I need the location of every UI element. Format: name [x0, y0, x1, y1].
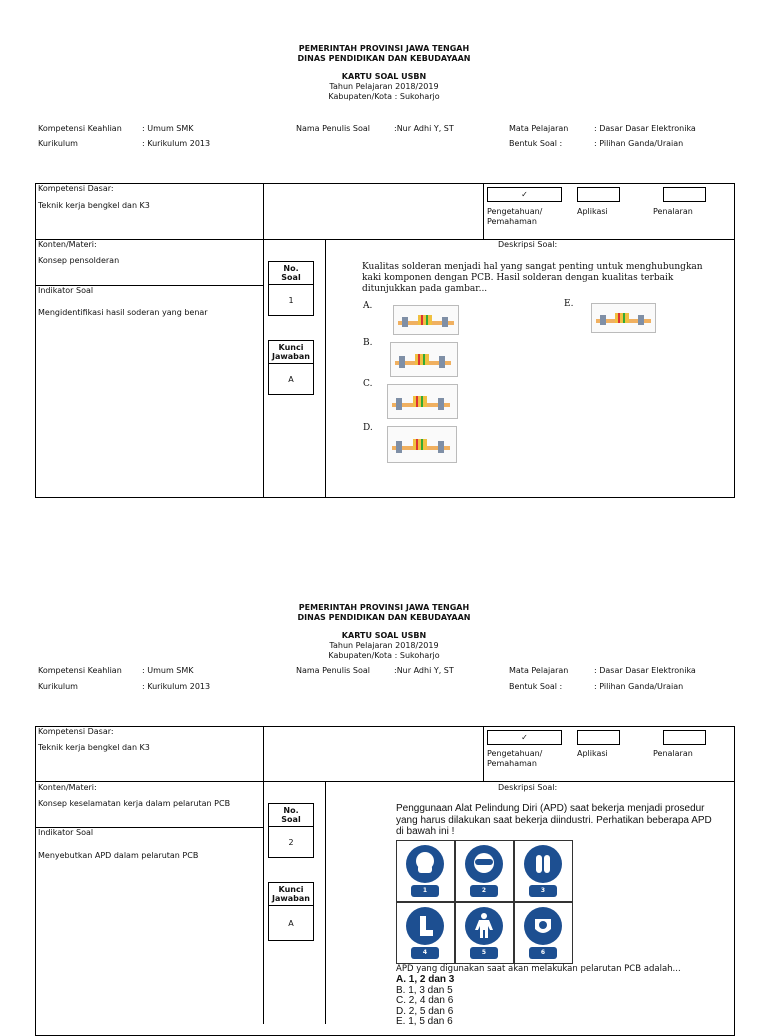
kd-text: Teknik kerja bengkel dan K3 [38, 743, 150, 752]
face-shield-icon [524, 907, 562, 945]
penulis-label: Nama Penulis Soal [296, 666, 370, 675]
question-text: Kualitas solderan menjadi hal yang sangat penting untuk menghubungkan kaki komponen dengan PCB. Hasil solderan dengan kualitas terbaik ditunjukkan pada gambar... [362, 262, 703, 294]
no-soal-value: 2 [268, 826, 314, 858]
deskripsi-label: Deskripsi Soal: [498, 240, 558, 249]
answer-b: B. 1, 3 dan 5 [396, 984, 453, 996]
penalaran-checkbox[interactable] [663, 730, 706, 745]
apd-number: 2 [470, 885, 498, 897]
header-block [0, 44, 768, 102]
coverall-icon [465, 907, 503, 945]
question-text-2: APD yang digunakan saat akan melakukan pelarutan PCB adalah... [396, 964, 681, 974]
header-line3: KARTU SOAL USBN [341, 72, 427, 81]
konten-text: Konsep pensolderan [38, 256, 120, 265]
penulis-label: Nama Penulis Soal [296, 124, 370, 133]
kd-text: Teknik kerja bengkel dan K3 [38, 201, 150, 210]
option-d-label: D. [363, 423, 373, 433]
col-divider [263, 726, 264, 1024]
aplikasi-label: Aplikasi [577, 749, 608, 758]
apd-item-1 [396, 840, 455, 902]
kurikulum-label: Kurikulum [38, 682, 78, 691]
kurikulum-value: : Kurikulum 2013 [142, 139, 211, 148]
solder-joint-icon [388, 427, 457, 463]
apd-item-6 [514, 902, 573, 964]
mapel-label: Mata Pelajaran [509, 124, 569, 133]
kunci-text: Kunci Jawaban [272, 343, 310, 361]
solder-joint-icon [391, 343, 458, 377]
solder-joint-icon [394, 306, 459, 335]
bentuk-value: : Pilihan Ganda/Uraian [594, 682, 684, 691]
konten-label: Konten/Materi: [38, 240, 97, 249]
pengetahuan-checkbox[interactable]: ✓ [487, 730, 562, 745]
solder-image-a [393, 305, 459, 335]
header-line4: Tahun Pelajaran 2018/2019 [329, 82, 439, 91]
option-b-label: B. [363, 338, 373, 348]
no-soal-text: No. Soal [281, 264, 301, 282]
apd-number: 6 [529, 947, 557, 959]
answer-d: D. 2, 5 dan 6 [396, 1005, 454, 1017]
pengetahuan-label: Pengetahuan/ Pemahaman [487, 749, 543, 768]
aplikasi-label: Aplikasi [577, 207, 608, 216]
apd-number: 4 [411, 947, 439, 959]
penulis-value: :Nur Adhi Y, ST [394, 124, 454, 133]
solder-joint-icon [388, 385, 458, 419]
col-divider [325, 239, 326, 498]
kk-label: Kompetensi Keahlian [38, 666, 122, 675]
apd-item-2 [455, 840, 514, 902]
deskripsi-label: Deskripsi Soal: [498, 783, 558, 792]
col-divider [263, 183, 264, 498]
apd-number: 5 [470, 947, 498, 959]
header-line5: Kabupaten/Kota : Sukoharjo [328, 651, 440, 660]
penalaran-label: Penalaran [653, 749, 693, 758]
solder-image-d [387, 426, 457, 463]
kunci-label [268, 340, 314, 364]
no-soal-label [268, 261, 314, 285]
mask-icon [406, 845, 444, 883]
mapel-label: Mata Pelajaran [509, 666, 569, 675]
penulis-value: :Nur Adhi Y, ST [394, 666, 454, 675]
question-text: Penggunaan Alat Pelindung Diri (APD) saat bekerja menjadi prosedur yang harus dilakukan saat bekerja diindustri. Perhatikan beberapa APD di bawah ini ! [396, 803, 712, 837]
answer-list [396, 975, 454, 1028]
kk-label: Kompetensi Keahlian [38, 124, 122, 133]
kk-value: : Umum SMK [142, 124, 194, 133]
answer-e: E. 1, 5 dan 6 [396, 1016, 453, 1027]
kd-label: Kompetensi Dasar: [38, 184, 114, 193]
header-line1: PEMERINTAH PROVINSI JAWA TENGAH [298, 603, 470, 612]
mapel-value: : Dasar Dasar Elektronika [594, 666, 696, 675]
col-divider [483, 183, 484, 239]
solder-image-e [591, 303, 656, 333]
header-line4: Tahun Pelajaran 2018/2019 [329, 641, 439, 650]
answer-c: C. 2, 4 dan 6 [396, 995, 454, 1006]
no-soal-value: 1 [268, 284, 314, 316]
header-line1: PEMERINTAH PROVINSI JAWA TENGAH [298, 44, 470, 53]
bentuk-value: : Pilihan Ganda/Uraian [594, 139, 684, 148]
mapel-value: : Dasar Dasar Elektronika [594, 124, 696, 133]
header-block [0, 603, 768, 661]
solder-image-b [390, 342, 458, 377]
kunci-value: A [268, 905, 314, 941]
gloves-icon [524, 845, 562, 883]
apd-number: 3 [529, 885, 557, 897]
penalaran-label: Penalaran [653, 207, 693, 216]
card-table [35, 183, 735, 498]
answer-a: A. 1, 2 dan 3 [396, 974, 455, 985]
indikator-text: Menyebutkan APD dalam pelarutan PCB [38, 851, 199, 860]
kunci-text: Kunci Jawaban [272, 885, 310, 903]
apd-item-5 [455, 902, 514, 964]
solder-joint-icon [592, 304, 656, 333]
kurikulum-label: Kurikulum [38, 139, 78, 148]
kunci-value: A [268, 363, 314, 395]
card-table [35, 726, 735, 1036]
indikator-label: Indikator Soal [38, 286, 94, 295]
kunci-label [268, 882, 314, 906]
pengetahuan-label: Pengetahuan/ Pemahaman [487, 207, 543, 226]
kurikulum-value: : Kurikulum 2013 [142, 682, 211, 691]
row-divider [35, 239, 735, 240]
indikator-label: Indikator Soal [38, 828, 94, 837]
row-divider [35, 781, 735, 782]
aplikasi-checkbox[interactable] [577, 187, 620, 202]
header-line2: DINAS PENDIDIKAN DAN KEBUDAYAAN [297, 54, 471, 63]
apd-number: 1 [411, 885, 439, 897]
col-divider [325, 781, 326, 1024]
boots-icon [406, 907, 444, 945]
kk-value: : Umum SMK [142, 666, 194, 675]
konten-label: Konten/Materi: [38, 783, 97, 792]
col-divider [483, 726, 484, 781]
apd-item-4 [396, 902, 455, 964]
konten-text: Konsep keselamatan kerja dalam pelarutan PCB [38, 799, 231, 808]
option-c-label: C. [363, 379, 373, 389]
no-soal-text: No. Soal [281, 806, 301, 824]
option-a-label: A. [363, 301, 373, 311]
goggles-icon [465, 845, 503, 883]
kd-label: Kompetensi Dasar: [38, 727, 114, 736]
aplikasi-checkbox[interactable] [577, 730, 620, 745]
header-line5: Kabupaten/Kota : Sukoharjo [328, 92, 440, 101]
option-e-label: E. [564, 299, 574, 309]
solder-image-c [387, 384, 458, 419]
penalaran-checkbox[interactable] [663, 187, 706, 202]
bentuk-label: Bentuk Soal : [509, 139, 563, 148]
bentuk-label: Bentuk Soal : [509, 682, 563, 691]
header-line3: KARTU SOAL USBN [341, 631, 427, 640]
no-soal-label [268, 803, 314, 827]
indikator-text: Mengidentifikasi hasil soderan yang benar [38, 308, 208, 317]
apd-item-3 [514, 840, 573, 902]
header-line2: DINAS PENDIDIKAN DAN KEBUDAYAAN [297, 613, 471, 622]
pengetahuan-checkbox[interactable]: ✓ [487, 187, 562, 202]
